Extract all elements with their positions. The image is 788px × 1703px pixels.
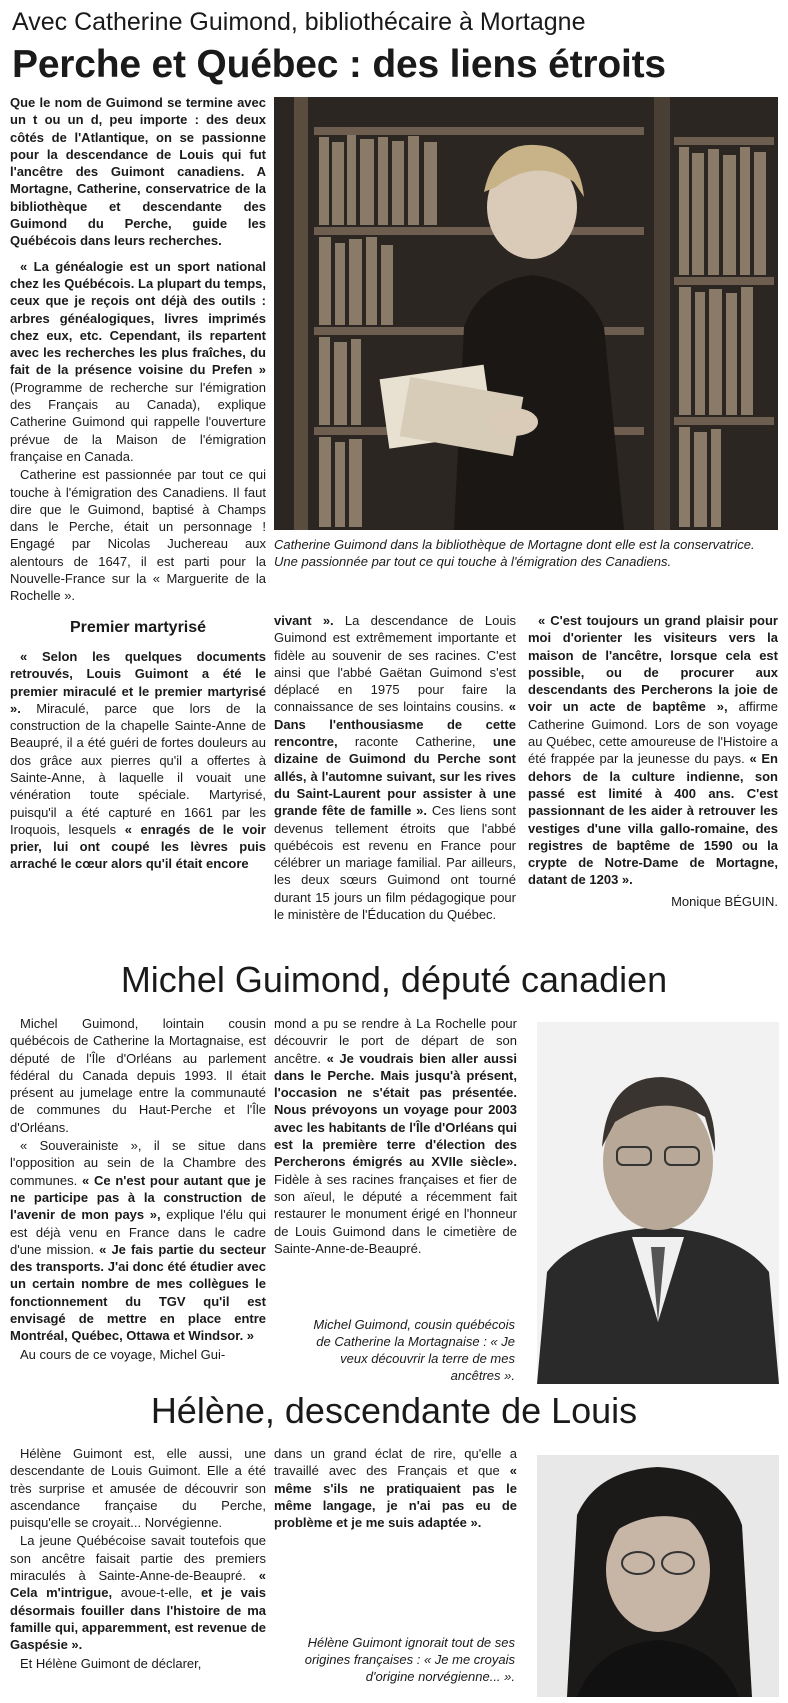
article-column-3 [528, 612, 778, 910]
text: « Souverainiste », il se situe dans l'opposition au sein de la Chambre des communes. [10, 1138, 266, 1188]
text: (Programme de recherche sur l'émigration des Français au Canada), explique Catherine Guimond qui rappelle l'ouverture prévue de la Maison de l'émigration française en Canada. [10, 379, 266, 464]
portrait-illustration [537, 1455, 779, 1697]
quote: une dizaine de Guimond du Perche sont allés, à l'automne suivant, sur les rives du Saint-Laurent pour assister à une grande fête de famille ». [274, 734, 516, 819]
section2-column-1 [10, 1015, 266, 1364]
paragraph: Au cours de ce voyage, Michel Gui- [20, 1346, 226, 1362]
photo-caption: Catherine Guimond dans la bibliothèque de Mortagne dont elle est la conservatrice. Une passionnée par tout ce qui touche à l'émigration des Canadiens. [274, 537, 755, 569]
article-column-2 [274, 612, 516, 924]
text: La jeune Québécoise savait toutefois que son ancêtre faisait partie des premiers miraculés à Sainte-Anne-de-Beaupré. [10, 1533, 266, 1584]
paragraph [274, 1445, 517, 1531]
photo-caption: Michel Guimond, cousin québécois de Catherine la Mortagnaise : « Je veux découvrir la terre de mes ancêtres ». [313, 1317, 515, 1383]
headline: Perche et Québec : des liens étroits [12, 43, 666, 86]
kicker: Avec Catherine Guimond, bibliothécaire à Mortagne [12, 8, 586, 36]
section-title: Hélène, descendante de Louis [150, 1390, 638, 1431]
paragraph [10, 648, 266, 873]
section3-column-1 [10, 1445, 266, 1673]
paragraph: Hélène Guimont est, elle aussi, une descendante de Louis Guimont. Elle a été très surprise et amusée de découvrir son ascendance française du Perche, puisqu'elle se croyait... Norvégienne. [10, 1446, 266, 1531]
quote: vivant ». [274, 613, 334, 628]
text: explique l'élu qui est déjà venu en France dans le cadre d'une mission. [10, 1207, 266, 1257]
quote: « Selon les quelques documents retrouvés, Louis Guimont a été le premier miraculé et le premier martyrisé ». [10, 648, 266, 716]
paragraph [10, 1532, 266, 1653]
section3-column-2 [274, 1445, 517, 1532]
photo-caption: Hélène Guimont ignorait tout de ses origines françaises : « Je me croyais d'origine norvégienne... ». [304, 1635, 515, 1684]
paragraph [274, 612, 516, 923]
quote: « Ce n'est pour autant que je ne participe pas à la construction de l'avenir de mon pays », [10, 1172, 266, 1223]
portrait-photo-michel [537, 1022, 779, 1384]
paragraph [10, 258, 266, 466]
library-photo [274, 97, 778, 530]
quote: « Dans l'enthousiasme de cette rencontre, [274, 699, 516, 750]
paragraph [274, 1015, 517, 1257]
article-column-1 [10, 94, 266, 874]
paragraph: Catherine est passionnée par tout ce qui touche à l'émigration des Canadiens. Il faut dire que le Guimond, baptisé à Champs dans le Perche, était un personnage ! Engagé par Nicolas Juchereau aux alentours de 1647, il est parti pour la Nouvelle-France sur la « Marguerite de la Rochelle ». [10, 467, 266, 604]
quote: « En dehors de la culture indienne, son passé est limité à 400 ans. C'est passionnant de les aider à retrouver les vestiges d'une villa gallo-romaine, des registres de baptême de 1590 ou la crypte de Notre-Dame de Mortagne, datant de 1203 ». [528, 751, 778, 888]
text: Fidèle à ses racines françaises et fier de son aïeul, le député a récemment fait restaurer le monument érigé en l'honneur de Louis Guimond dans le cimetière de Sainte-Anne-de-Beaupré. [274, 1171, 517, 1256]
portrait-photo-helene [537, 1455, 779, 1697]
section-title: Michel Guimond, député canadien [120, 959, 668, 1000]
quote: « enragés de le voir prier, lui ont coupé les lèvres puis arraché le cœur alors qu'il était encore [10, 821, 266, 872]
quote: « La généalogie est un sport national chez les Québécois. La plupart du temps, ceux que je reçois ont déjà des outils : arbres généalogiques, livres imprimés chez eux, etc. Cependant, ils repartent avec les recherches les plus fraîches, du fait de la présence voisine du Prefen » [10, 258, 266, 378]
section2-column-2 [274, 1015, 517, 1258]
lead-paragraph: Que le nom de Guimond se termine avec un t ou un d, peu importe : des deux côtés de l'Atlantique, on se passionne pour la descendance de Louis qui fut l'ancêtre des Guimont canadiens. A Mortagne, Catherine, conservatrice de la bibliothèque et descendante des Guimond du Perche, guide les Québécois dans leurs recherches. [10, 95, 266, 249]
paragraph: Michel Guimond, lointain cousin québécois de Catherine la Mortagnaise, est député de l'Île d'Orléans au parlement fédéral du Canada depuis 1993. Il était présent au jumelage entre la communauté de communes du Haut-Perche et l'Île d'Orléans. [10, 1016, 266, 1135]
text: affirme Catherine Guimond. Lors de son voyage au Québec, cette amoureuse de l'Histoire a été frappée par la jeunesse du pays. [528, 699, 778, 767]
text: Miraculé, parce que lors de la construction de la chapelle Sainte-Anne de Beaupré, il a été guéri de fortes douleurs au dos grâce aux pierres qu'il a offertes à Sainte-Anne, à laquelle il vouait une vénération toute spéciale. Martyrisé, puisqu'il a été capturé en 1661 par les Iroquois, lesquels [10, 700, 266, 837]
paragraph [528, 612, 778, 889]
text: mond a pu se rendre à La Rochelle pour découvrir le port de départ de son ancêtre. [274, 1016, 517, 1066]
text: dans un grand éclat de rire, qu'elle a travaillé avec des Français et que [274, 1446, 517, 1479]
text: avoue-t-elle, [120, 1585, 193, 1601]
text: Ces liens sont devenus tellement étroits que l'abbé québécois est revenu en France pour célébrer un mariage familial. Par ailleurs, les deux sœurs Guimond ont tourné durant 15 jours un film pédagogique pour le ministère de l'Éducation du Québec. [274, 803, 516, 923]
paragraph: Et Hélène Guimont de déclarer, [20, 1655, 202, 1671]
text: raconte Catherine, [354, 734, 476, 750]
quote: « Je voudrais bien aller aussi dans le Perche. Mais jusqu'à présent, l'occasion ne s'était pas présentée. Nous prévoyons un voyage pour 2003 avec les habitants de l'Île d'Orléans qui est la première terre d'élection des Percherons émigrés au XVIIe siècle». [274, 1050, 517, 1170]
paragraph [10, 1137, 266, 1345]
subhead: Premier martyrisé [69, 618, 207, 636]
quote: « C'est toujours un grand plaisir pour moi d'orienter les visiteurs vers la maison de l'ancêtre, lorsque cela est possible, ou de procurer aux descendants des Percherons la joie de voir un acte de baptême », [528, 613, 778, 715]
quote: « Cela m'intrigue, [10, 1568, 266, 1601]
author-signature: Monique BÉGUIN. [671, 893, 778, 909]
portrait-illustration [537, 1022, 779, 1384]
quote: « Je fais partie du secteur des transports. J'ai donc été étudier avec un certain nombre de mes collègues le fonctionnement du TGV qu'il est envisagé de mettre en place entre Montréal, Québec, Ottawa et Windsor. » [10, 1241, 266, 1344]
quote: et je vais désormais fouiller dans l'histoire de ma famille qui, apparemment, est revenue de Gaspésie ». [10, 1585, 266, 1653]
quote: « même s'ils ne pratiquaient pas le même langage, je n'ai pas eu de problème et je me suis adaptée ». [274, 1463, 517, 1531]
text: La descendance de Louis Guimond est extrêmement importante et fidèle au souvenir de ses racines. C'est ainsi que l'abbé Gaëtan Guimond s'est déplacé en 1975 pour faire la connaissance de ses lointains cousins. [274, 613, 516, 715]
library-illustration [274, 97, 778, 530]
